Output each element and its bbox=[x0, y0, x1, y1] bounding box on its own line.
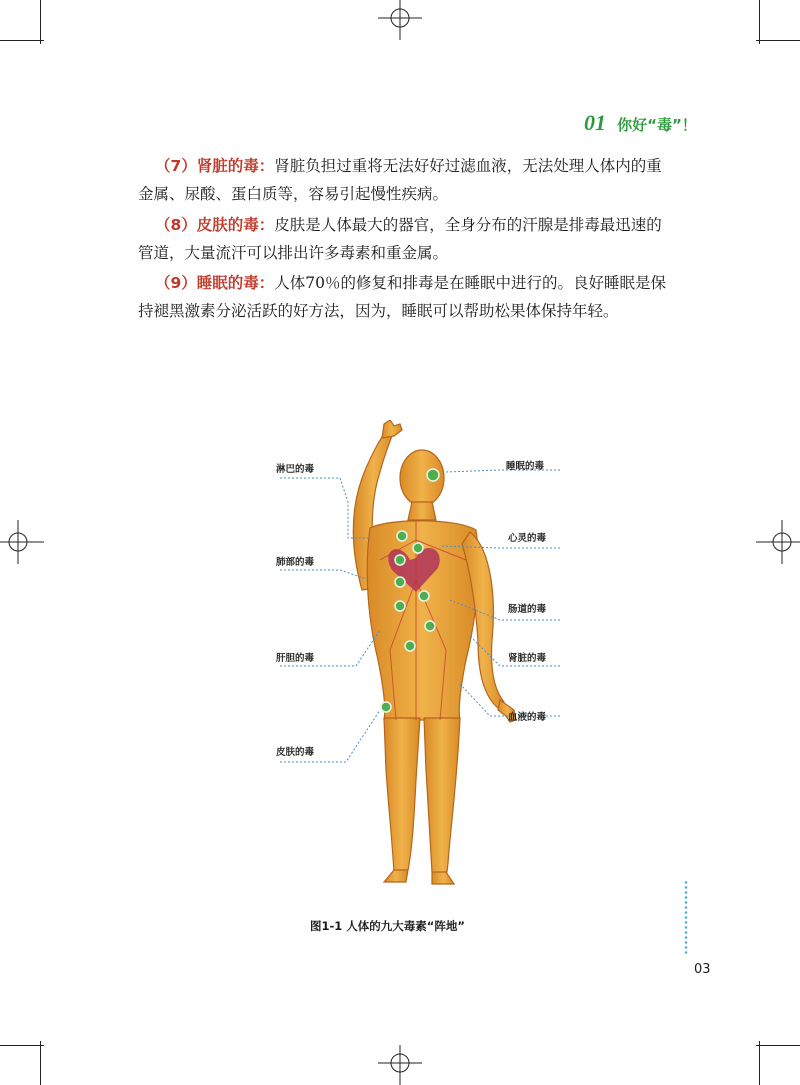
toxin-marker bbox=[427, 469, 439, 481]
paragraph-lead: （7）肾脏的毒： bbox=[155, 157, 275, 175]
registration-mark-left bbox=[0, 520, 44, 564]
paragraph-text: 皮肤是人体最大的器官，全身分布的汗腺是排毒最迅速的管道，大量流汗可以排出许多毒素和重金属。 bbox=[138, 216, 662, 262]
toxin-marker bbox=[405, 641, 415, 651]
toxin-marker bbox=[395, 555, 405, 565]
paragraph-kidney bbox=[138, 153, 668, 208]
crop-mark bbox=[759, 0, 760, 44]
crop-mark bbox=[40, 1041, 41, 1085]
dotted-margin-line bbox=[684, 880, 688, 956]
paragraph-sleep bbox=[138, 270, 668, 325]
toxin-marker bbox=[397, 531, 407, 541]
registration-mark-right bbox=[756, 520, 800, 564]
paragraph-lead: （8）皮肤的毒： bbox=[155, 216, 275, 234]
running-header bbox=[584, 110, 697, 136]
toxin-marker bbox=[425, 621, 435, 631]
crop-mark bbox=[0, 1045, 44, 1046]
toxin-marker bbox=[419, 591, 429, 601]
page-number: 03 bbox=[694, 962, 711, 977]
label-intestine-toxin: 肠道的毒 bbox=[508, 604, 547, 615]
crop-mark bbox=[759, 1041, 760, 1085]
crop-mark bbox=[40, 0, 41, 44]
paragraph-text: 肾脏负担过重将无法好好过滤血液，无法处理人体内的重金属、尿酸、蛋白质等，容易引起慢性疾病。 bbox=[138, 157, 662, 203]
toxin-marker bbox=[395, 601, 405, 611]
toxin-marker bbox=[395, 577, 405, 587]
crop-mark bbox=[756, 1045, 800, 1046]
chapter-title: 你好“毒”！ bbox=[617, 116, 697, 134]
label-lung-toxin: 肺部的毒 bbox=[276, 557, 315, 568]
figure-caption: 图1-1 人体的九大毒素“阵地” bbox=[310, 919, 465, 933]
label-sleep-toxin: 睡眠的毒 bbox=[506, 461, 545, 472]
label-blood-toxin: 血液的毒 bbox=[508, 712, 547, 723]
label-lymph-toxin: 淋巴的毒 bbox=[276, 464, 315, 475]
registration-mark-top bbox=[378, 0, 422, 44]
crop-mark bbox=[756, 40, 800, 41]
toxin-marker bbox=[381, 702, 391, 712]
crop-mark bbox=[0, 40, 44, 41]
label-mind-toxin: 心灵的毒 bbox=[508, 533, 547, 544]
toxin-marker bbox=[413, 543, 423, 553]
label-liver-toxin: 肝胆的毒 bbox=[276, 653, 315, 664]
paragraph-lead: （9）睡眠的毒： bbox=[155, 274, 275, 292]
chapter-number: 01 bbox=[584, 110, 606, 135]
human-body-illustration bbox=[353, 420, 516, 884]
label-kidney-toxin: 肾脏的毒 bbox=[508, 653, 547, 664]
paragraph-skin bbox=[138, 212, 668, 267]
registration-mark-bottom bbox=[378, 1041, 422, 1085]
label-skin-toxin: 皮肤的毒 bbox=[276, 747, 315, 758]
paragraph-text: 人体70％的修复和排毒是在睡眠中进行的。良好睡眠是保持褪黑激素分泌活跃的好方法，因为，睡眠可以帮助松果体保持年轻。 bbox=[138, 274, 667, 320]
